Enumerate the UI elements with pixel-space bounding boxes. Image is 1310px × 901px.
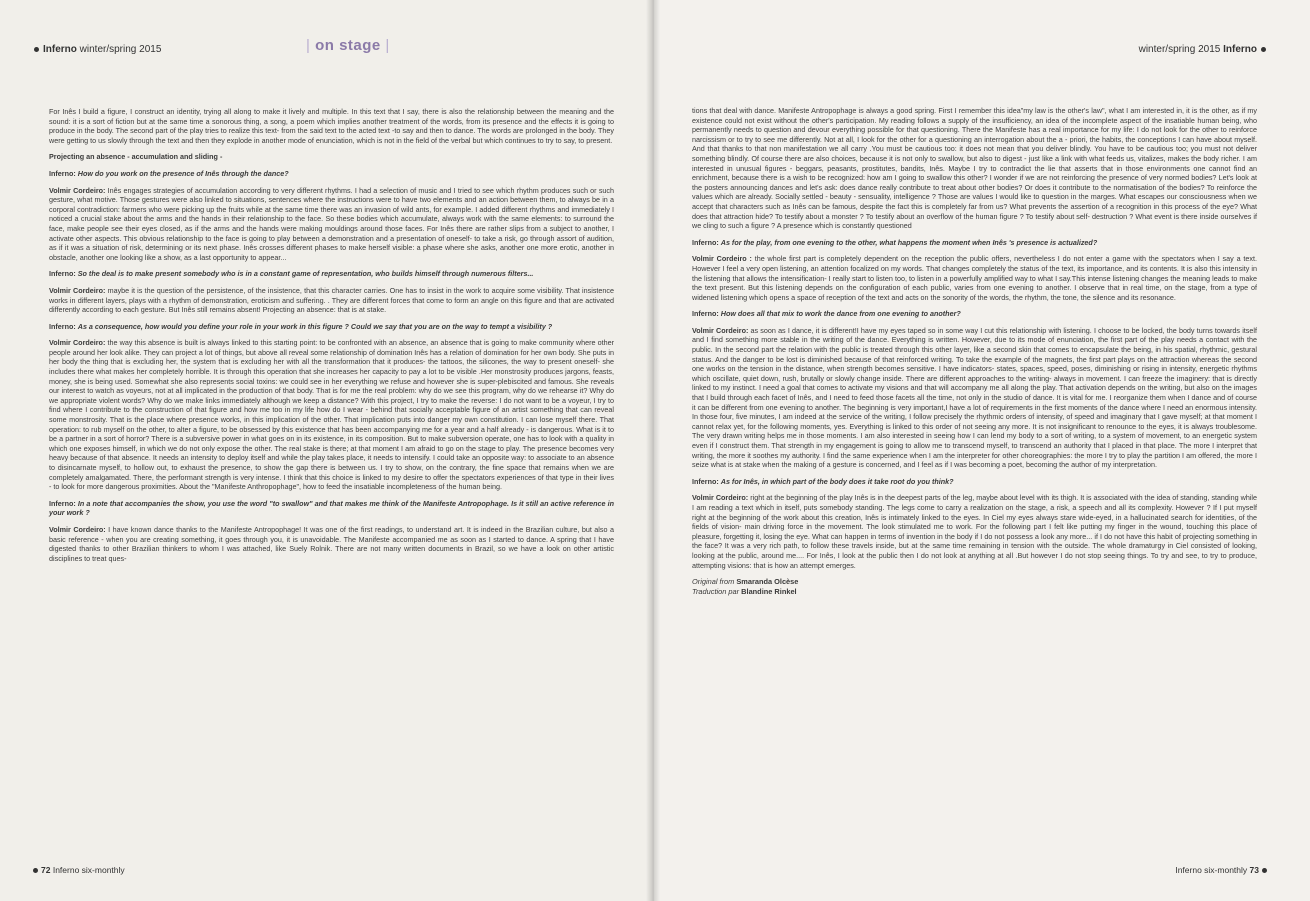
credits	[692, 577, 1257, 597]
question-prefix: Inferno:	[49, 321, 78, 331]
answer-text: Inês engages strategies of accumulation according to very different rhythms. I had a selection of music and I tried to see which rhythm produces such or such gesture, what motive. Those gestures were also linked to situations, sentences where the instructions were to have two elements and an action between them, to always be in a corporal contradiction: farmers who were picking up the fruits while at the same time there was an invasion of wild ants, for example. I added different rhythms and immediately I noticed a crucial stake about the arms and the hands in their relationship to the face. So these bodies which accumulate, always work with the same elements: to surround the face, make people see their eyes closed, as if the arms and the hands were making mouldings around those faces. For Inês there are rather slips from a subject to another, I activate other aspects. This obvious relationship to the face is going to play between a demonstration and a presentation of oneself- to take a risk, go through assort of audition, as if it was a situation of risk, determining or its next phase. Inês crosses different phases to make herself visible: a phase where she asks, another one more erotic, another in obstacle, another one looking like a show, as a last opportunity to appear...	[49, 185, 614, 262]
interview-answer	[49, 286, 614, 315]
interview-answer	[49, 525, 614, 563]
page-gutter	[646, 0, 660, 901]
left-running-head	[30, 44, 161, 55]
running-head-brand: Inferno	[1223, 44, 1257, 55]
interview-answer	[692, 493, 1257, 570]
section-label: | on stage |	[306, 37, 390, 54]
running-head-brand: Inferno	[43, 44, 77, 55]
question-prefix: Inferno:	[49, 168, 78, 178]
answer-speaker: Volmir Cordeiro:	[49, 338, 108, 348]
page-number: 73	[1249, 865, 1259, 875]
question-text: How do you work on the presence of Inês through the dance?	[77, 168, 289, 178]
folio-label: Inferno six-monthly	[1175, 865, 1248, 875]
bullet-icon	[1261, 47, 1266, 52]
answer-speaker: Volmir Cordeiro :	[692, 254, 755, 264]
left-column	[49, 107, 614, 570]
right-running-head	[1139, 44, 1270, 55]
continuation-paragraph: tions that deal with dance. Manifeste Antropophage is always a good spring. First I remember this idea"my law is the other's law", what I am interested in, it is the other, as if my existence could not exist without the other's participation. My reading follows a supply of the insufficiency, an idea of the incomplete aspect of the insatiable human being, who permanently needs to question and devour everything possible for that questioning. There the Manifeste has a real importance for my life: I do not look for the other to reinforce narcissism or to try to see me differently. Not at all, I look for the other for a questioning an interrogation about the a - priori, the habits, the conceptions I can have about myself. And that thanks to that non manifestation we all carry .You must be cautious too: it does not mean that you deliver blindly. You have to be cautious too; you must not deliver something blindly. Of course there are also choices, because it is not only to swallow, but also to digest - just like a link with what feeds us, vitalizes, makes the body richer. I am interested in unusual figures - beggars, peasants, prostitutes, bandits, Inês. Maybe I try to contradict the lie that asserts that in those environments one cannot find an enrichment, because there is a wish to be recognized: how am I going to swallow this other? I wonder if we are not reinforcing the presence of very normed bodies? Let's look at the posters announcing dances and let's ask: does dance really contribute to treat about other bodies? Or does it contribute to the normatisation of the bodies? To reinforce the values which are already. Socially settled - beauty - sensuality, intelligence ? Those are values I would like to question in the marges. What escapes our consciousness when we accept that characters such as Inês can be famous, despite the fact this is completely far from us? What prevents the assertion of a recognition in this process of the eye? What does that attraction hide? To testify about a monster ? To testify about an overflow of the human figure ? To testify about self- destruction ? What event is there inside ourselves if we cling to such a figure ? A presence which is constantly questioned	[692, 106, 1257, 231]
question-text: As a consequence, how would you define your role in your work in this figure ? Could we say that you are on the way to tempt a visibility ?	[77, 321, 553, 331]
page-number: 72	[41, 865, 51, 875]
answer-speaker: Volmir Cordeiro:	[49, 185, 108, 195]
answer-speaker: Volmir Cordeiro:	[49, 524, 109, 534]
answer-text: the way this absence is built is always linked to this starting point: to be confronted with an absence, an absence that is going to make community where other people around her look alike. They can project a lot of things, but above all reveal some relationship of domination Inês has a relation of domination for her own body. She puts in her body the thing that is excluding her, the system that is excluding her with all the transformation that it produces- the tattoos, the silicones, the way to present oneself- she includes there what makes her completely horrible. It is through this operation that she increases her capacity to pay a lot to be visible .Her monstrosity produces jargons, feasts, money, she is being used. Somewhat she also represents social toxins: we could see in her everything we refuse and however she is super-plebiscited and famous. She reveals our interest to watch as voyeurs, not at all implicated in the production of that body. That is for me the real problem: why do we see this program, why do we rehearse it? Why do we appropriate violent words? Why do we make links immediately although we keep a distance? With this project, I try to make the reverse: I do not want to be a voyeur, I try to find where I contribute to the construction of that figure and how me too in my life how do I wear - behind that socially acceptable figure of an artist something that can reveal some monstrosity. That is the place where presence works, in this implication of the other. That implication puts into danger my own constitution. I can lose myself there. That operation: to rub myself on the other, to alter a figure, to be obsessed by this existence that has been accompanying me for a year and a half already - is dangerous. What is it to be a partner in a sort of horror? There is a subversive power in what goes on in its existence, in its composition. But to make subversion operate, one has to look with a quality in which one exposes himself, in which we do not only expose the other. The real stake is there; at that moment I am afraid to go on the stage to play. The presence becomes very heavy because of that absence. It needs an intensity to deploy itself and while the play takes place, it needs to intensify. I could take an opposite way: to associate to an absence to disincarnate myself, to hollow out, to exhaust the presence, to show the gap there is between us. I try to show, on the contrary, the fine space that remains when we are completely amalgamated. There, the performant strength is very intense. I think that this choice is linked to my desire to offer the spectators experiences of that type in their lives - to look for more dangerous proximities. About the "Manifeste Anthropophage", how to feed the insatiable incompleteness of the human being.	[49, 338, 615, 492]
running-head-issue: winter/spring 2015	[79, 44, 162, 55]
interview-question	[49, 322, 614, 332]
answer-speaker: Volmir Cordeiro:	[49, 285, 108, 295]
interview-question	[692, 477, 1257, 487]
interview-answer	[692, 254, 1257, 302]
right-column	[692, 106, 1257, 597]
interview-question	[49, 499, 614, 518]
section-label-text: on stage	[315, 37, 381, 54]
answer-speaker: Volmir Cordeiro:	[692, 493, 751, 503]
answer-text: as soon as I dance, it is different!I have my eyes taped so in some way I cut this relationship with listening. I choose to be locked, the body turns towards itself and I find something more stable in the writing of the dance. Everything is written. However, due to its mode of enunciation, the first part of the play needs a contact with the public. In the second part the relation with the public is treated through this other layer, like a second skin that comes to encapsulate the being, in his spatial, rhythmic, gestural status. And the danger to be lost is diminished because of that reinforced writing. To take the example of the magnets, the first part plays on the attraction whereas the second one works on the tension in the distance, when strength becomes sensitive. I have indicators- states, spaces, speed, poses, diminishing or rising in intensity, energetic rhythms which oscillate, quiet down, rush, brutally or slowly change inside. There are different approaches to the writing- always in movement. I can freeze the imaginery: that is directly linked to my instinct. I need a goal that comes to activate my visions and that will accompany me all along the play. That activation depends on the writing, but also on the images that I build through each facet of Inês, and I need to feed those facets all the time, not only in the studio of dance. It is vital for me. I reorganize them when I dance and of course it can be different from one evening to another. The beginning is very important,I have a lot of requirements in the first moments of the dance where I need an enormous intensity. In those four, five minutes, I am indeed at the service of the writing, I follow precisely the rhythmic orders of intensity, of speed and imaginary that I gave myself; at that moment I cannot relax yet, for the following moments, yes. Everything is linked to this order of not seeing any more. It is not insignificant to renounce to the eyes, it is always troublesome. The very drawn writing helps me in those moments. I am also interested in seeing how I can lend my body to a sort of writing, to a system of movement, to an energetic system even if I construct them. That strength in my engagement is going to allow me to transcend myself, to transcend an authority that I placed in that place. The more I interpret that writing, the more it soothes my authority. I find the same experience when I am the interpreter for other choreographies: the more I try to play the partition I am offered, the more I seize what is at stake when the making of a gesture is concerned, and I feel as if I was becoming a poet, becoming the author of my interpretation.	[692, 325, 1257, 470]
question-text: In a note that accompanies the show, you use the word "to swallow" and that makes me think of the Manifeste Antropophage. Is it still an active reference in your work ?	[49, 498, 614, 518]
interview-question	[49, 269, 614, 279]
question-prefix: Inferno:	[49, 498, 78, 508]
question-text: As for Inês, in which part of the body does it take root do you think?	[720, 476, 954, 486]
right-folio	[1175, 865, 1270, 875]
right-page	[652, 0, 1310, 901]
interview-question	[49, 169, 614, 179]
running-head-issue: winter/spring 2015	[1138, 44, 1221, 55]
answer-text: maybe it is the question of the persistence, of the insistence, that this character carries. One has to insist in the work to acquire some visibility. That insistence works in different layers, plays with a rhythm of demonstration, eroticism and suffering. . They are different forces that come to form an angle on this figure and that are activated differently according to each gesture. But Inês still remains absent! Projecting an absence: that is at stake.	[49, 285, 614, 315]
question-prefix: Inferno:	[49, 269, 78, 279]
question-text: So the deal is to make present somebody who is in a constant game of representation, who builds himself through numerous filters...	[77, 269, 534, 279]
answer-text: the whole first part is completely dependent on the reception the public offers, nevertheless I do not enter a game with the spectators when I say a text. However I feel a very open listening, an attention focalized on my words. That changes completely the status of the text, its importance, and its contents. It is also this intensity in the listening that allows the intensification- I really start to listen too, to listen in a powerfully amplified way to what I say.This intense listening changes the meaning leads to make the text present. But this listening depends on the configuration of each public, varies from one evening to another. I observe that in real time, on the stage, from a type of widened listening which opens a space of reception of the text and acts on the sonority of the words, the rhythm, the tone, the silence and its resonance.	[692, 254, 1257, 302]
question-text: As for the play, from one evening to the other, what happens the moment when Inês 's presence is actualized?	[720, 237, 1098, 247]
answer-speaker: Volmir Cordeiro:	[692, 325, 751, 335]
credit-line	[692, 587, 1257, 597]
folio-label: Inferno six-monthly	[52, 865, 125, 875]
bullet-icon	[33, 868, 38, 873]
subheading: Projecting an absence - accumulation and sliding -	[49, 152, 223, 162]
intro-paragraph: For Inês I build a figure, I construct an identity, trying all along to make it lively and multiple. In this text that I say, there is also the relationship between the meaning and the sound: it is a sort of fiction but at the same time a sonorous thing, a song, a poem which implies another treatment of the words, from its presence and the effects it is going to produce in the body. The second part of the play tries to realize this text- from the said text to the acted text -to say and then to dance. The words are prolonged in the body. They were getting to us slowly through the text and then they explode in another mode of enunciation, which is not in the field of the verbal but which continues to try to say, to present.	[49, 107, 614, 145]
question-prefix: Inferno:	[692, 476, 721, 486]
bullet-icon	[1262, 868, 1267, 873]
question-text: How does all that mix to work the dance from one evening to another?	[720, 309, 961, 319]
interview-question	[692, 309, 1257, 319]
credit-label: Traduction par	[692, 587, 742, 597]
left-page	[0, 0, 652, 901]
credit-line	[692, 577, 1257, 587]
left-folio	[30, 865, 125, 875]
bullet-icon	[34, 47, 39, 52]
answer-text: I have known dance thanks to the Manifeste Antropophage! It was one of the first readings, to understand art. It is indeed in the Brazilian culture, but also a basic reference - when you are creating something, it goes through you, it is unavoidable. The Manifeste accompanied me as soon as I started to dance. A spring that I have digested thanks to other Brazilian thinkers to whom I was attached, like Suely Rolnik. There are not many written documents in Brazil, so we have a look on other artistic disciplines to treat ques-	[49, 524, 614, 563]
question-prefix: Inferno:	[692, 309, 721, 319]
credit-name: Blandine Rinkel	[741, 587, 797, 597]
question-prefix: Inferno:	[692, 237, 721, 247]
interview-answer	[49, 186, 614, 263]
interview-answer	[692, 326, 1257, 470]
answer-text: right at the beginning of the play Inês is in the deepest parts of the leg, maybe about level with its thigh. It is associated with the idea of standing, standing while I am reading a text which in itself, puts somebody standing. The legs come to carry a realization on the stage, a risk, a speech and all its complexity. However ? If I put myself right at the beginning of the work about this creation, Inês is intimately linked to the eyes. In Ciel my eyes always stare wide-eyed, in a hallucinated search for identities, of the fields of vision- main driving force in the movement. The look stimulated me to work. For the following part I felt like putting my finger in the wound, touching this place of pleasure, forgetting it, losing the eye. What can happen in terms of invention in the body if I do not possess a look any more... if I do not have this habit of projecting something in the face? It was a very rich path, to follow these travels inside, but at the same time remaining in tension with the outside. The whole dramaturgy in Ciel consisted of looking, looking at the public, around me.... For Inês, I look at the public then I do not look at anything at all .But however I do not stop seeing things. To try and see, to try to produce, attempting visions: that is how an attempt emerges.	[692, 493, 1258, 570]
credit-label: Original from	[692, 577, 737, 587]
interview-answer	[49, 338, 614, 492]
credit-name: Smaranda Olcèse	[736, 577, 799, 587]
interview-question	[692, 238, 1257, 248]
